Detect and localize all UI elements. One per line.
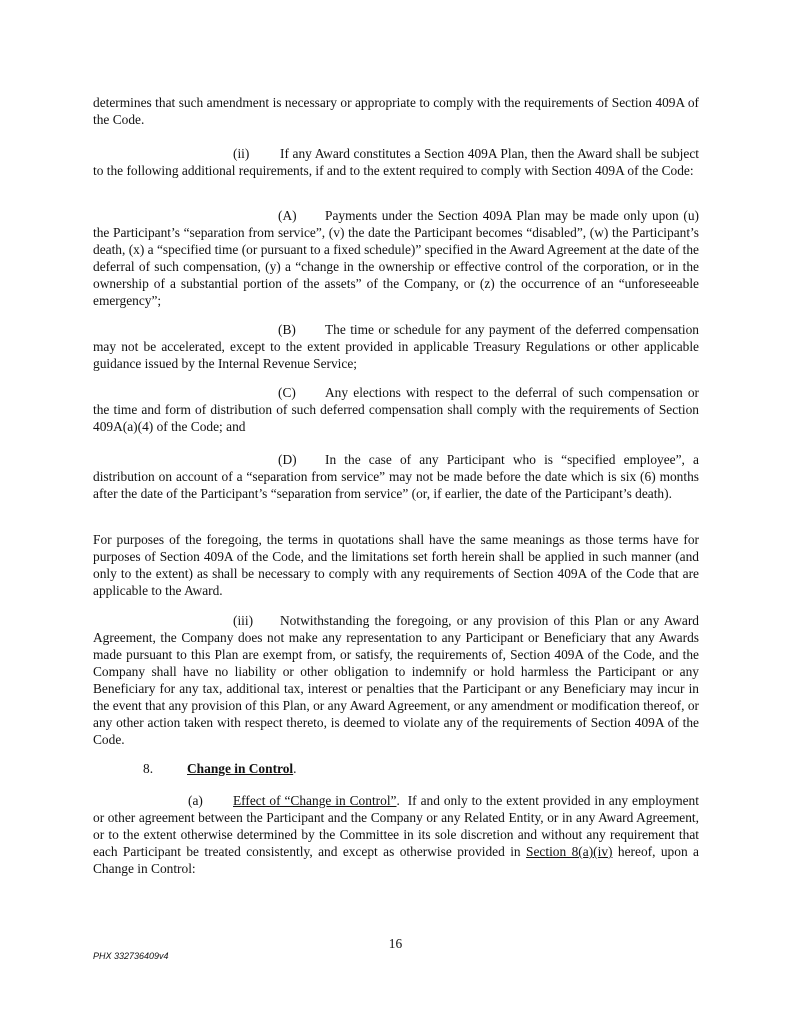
paragraph-ii: (ii) If any Award constitutes a Section 409A Plan, then the Award shall be subject to the following additional requirements, if and to the extent required to comply with Section 409A of the Code:: [93, 146, 699, 178]
clause-label-B: (B): [278, 322, 296, 337]
page-number: 16: [388, 936, 403, 951]
paragraph-A: (A) Payments under the Section 409A Plan may be made only upon (u) the Participant’s “separation from service”, (v) the date the Participant becomes “disabled”, (w) the Participant’s death, (x) a “specified time (or pursuant to a fixed schedule)” specified in the Award Agreement at the date of the deferral of such compensation, (y) a “change in the ownership or effective control of the corporation, or in the ownership of a substantial portion of the assets” of the Company, or (z) the occurrence of an “unforeseeable emergency”;: [93, 208, 699, 308]
paragraph-D: (D) In the case of any Participant who is “specified employee”, a distribution on account of a “separation from service” may not be made before the date which is six (6) months after the date of the Participant’s “separation from service” (or, if earlier, the date of the Participant’s death).: [93, 452, 699, 501]
clause-label-iii: (iii): [233, 613, 254, 628]
section-8-heading: 8. Change in Control.: [143, 761, 297, 776]
paragraph-intro: determines that such amendment is necessary or appropriate to comply with the requirements of Section 409A of the Code.: [93, 95, 699, 127]
paragraph-iii: (iii) Notwithstanding the foregoing, or any provision of this Plan or any Award Agreement, the Company does not make any representation to any Participant or Beneficiary that any Awards made pursuant to this Plan are exempt from, or satisfy, the requirements of, Section 409A of the Code, and the Company shall have no liability or other obligation to indemnify or hold harmless the Participant or any Beneficiary for any tax, additional tax, interest or penalties that the Participant or any Beneficiary may incur in the event that any provision of this Plan, or any Award Agreement, or any amendment or modification thereof, or any other action taken with respect thereto, is deemed to violate any of the requirements of Section 409A of the Code.: [93, 613, 699, 747]
section-title: Change in Control: [187, 761, 294, 776]
clause-label-A: (A): [278, 208, 297, 223]
section-reference: Section 8(a)(iv): [526, 844, 613, 859]
document-footer-id: PHX 332736409v4: [93, 951, 169, 961]
clause-label-a: (a): [188, 793, 203, 808]
clause-label-C: (C): [278, 385, 296, 400]
section-number: 8.: [143, 761, 154, 776]
paragraph-8a: (a) Effect of “Change in Control”. If and only to the extent provided in any employment or other agreement between the Participant and the Company or any Related Entity, or in any Award Agreement, or to the extent otherwise determined by the Committee in its sole discretion and without any requirement that each Participant be treated consistently, and except as otherwise provided in Section 8(a)(iv) hereof, upon a Change in Control:: [93, 793, 699, 876]
subsection-title: Effect of “Change in Control”: [233, 793, 397, 808]
paragraph-purposes: For purposes of the foregoing, the terms in quotations shall have the same meanings as those terms have for purposes of Section 409A of the Code, and the limitations set forth herein shall be applied in such manner (and only to the extent) as shall be necessary to comply with any requirements of Section 409A of the Code that are applicable to the Award.: [93, 532, 699, 598]
paragraph-B: (B) The time or schedule for any payment of the deferred compensation may not be accelerated, except to the extent provided in applicable Treasury Regulations or other applicable guidance issued by the Internal Revenue Service;: [93, 322, 699, 371]
clause-label-D: (D): [278, 452, 297, 467]
clause-label-ii: (ii): [233, 146, 250, 161]
paragraph-C: (C) Any elections with respect to the deferral of such compensation or the time and form of distribution of such deferred compensation shall comply with the requirements of Section 409A(a)(4) of the Code; and: [93, 385, 699, 434]
